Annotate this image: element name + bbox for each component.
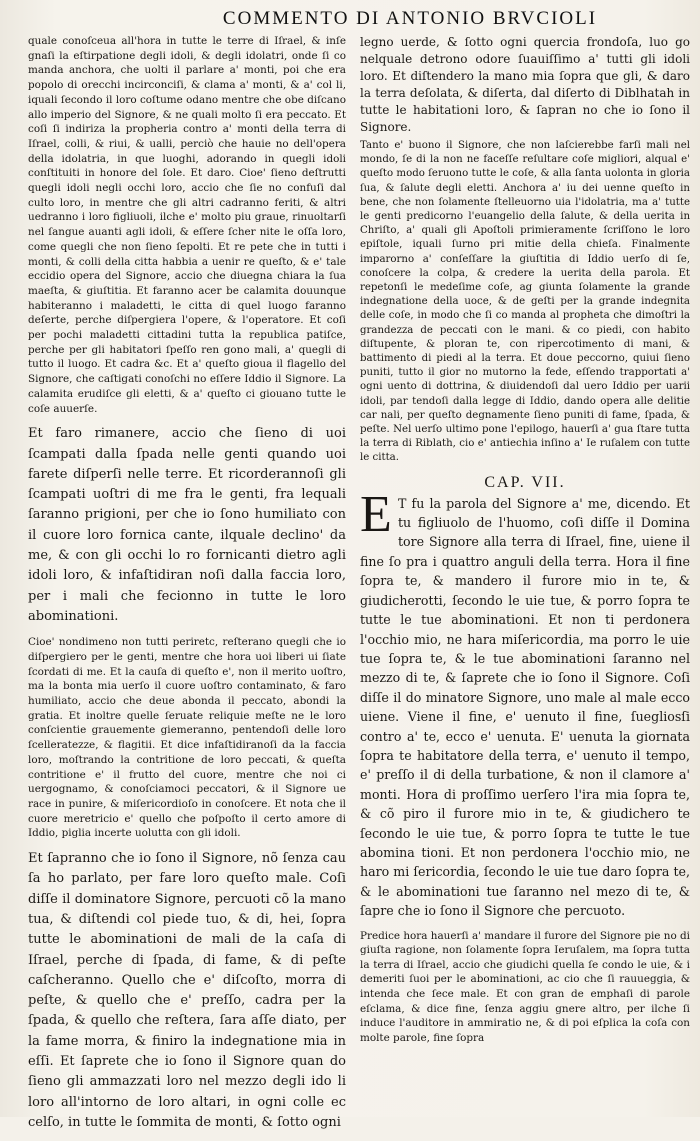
running-head: COMMENTO DI ANTONIO BRVCIOLI	[222, 8, 598, 29]
left-column	[28, 34, 346, 1141]
chapter-heading: CAP. VII.	[484, 473, 566, 491]
commentary-block: Tanto e' buono il Signore, che non laſcierebbe farſi mali nel mondo, ſe di la non ne faceſſe reſultare coſe migliori, alqual e' queſto modo ſeruono tutte le coſe, & alla ſanta uolonta in gloria ſua, & ſalute degli eletti. Anchora a' iu dei uenne queſto in bene, che non ſolamente ſtelleuorno uia l'idolatria, ma a' tutte le genti predicorno l'euangelio della ſalute, & della uerita in Chriſto, a' quali gli Apoſtoli primieramente ſcriſſono le loro epiſtole, iquali ſurno pri mitie della chieſa. Finalmente imparorno a' conſeſſare la giuſtitia di Iddio uerſo di ſe, conoſcere la colpa, & credere la uerita della parola. Et repetonſi le medeſime coſe, ag giunta ſolamente la grande indegnatione della uoce, & de geſti per la grande indegnita delle coſe, in modo che ſi co manda al propheta che dimoſtri la grandezza de peccati con le mani. & co piedi, con habito diſtupente, & ploran te, con ripercotimento di mani, & battimento di piedi al la terra. Et doue peccorno, quiui ſieno puniti, tutto il gior no mutorno la fede, eſſendo trapportati a' ogni uento di dottrina, & diuidendoſi dal uero Iddio per uarii idoli, par tendoſi dalla legge di Iddio, dando opera alle delitie car nali, per queſto degnamente ſieno puniti di fame, ſpada, & peſte. Nel uerſo ultimo pone l'epilogo, hauerſi a' gua ſtare tutta la terra di Riblath, cio e' antiechia inſino a' Ie ruſalem con tutte le citta.	[360, 140, 690, 464]
drop-cap: E	[360, 485, 392, 543]
commentary-block: quale conoſceua all'hora in tutte le terre di Iſrael, & inſe gnaſi la eſtirpatione degli idoli, & degli idolatri, onde ſi co manda anchora, che uolti il parlare a' monti, poi che era popolo di orecchi incirconciſi, & clama a' monti, & a' col li, iquali ſecondo il loro coſtume odano mentre che obe diſcano allo imperio del Signore, & ne quali molto ſi era peccato. Et coſi ſi indiriza la propheria contro a' monti della terra di Iſrael, colli, & riui, & ualli, perciò che hauie no dell'opera della idolatria, in que luoghi, adorando in quegli idoli conſtituiti in honore del ſole. Et daro. Cioe' ſieno deſtrutti quegli idoli negli occhi loro, accio che ſie no confuſi dal culto loro, in mentre che gli altri cadranno feriti, & altri uedranno i loro figliuoli, ilche e' molto piu graue, rinuoltarſi nel ſangue auanti agli idoli, & eſſere ſcher nite le oſſa loro, come quegli che non ſieno ſepolti. Et re pete che in tutti i monti, & colli della citta habbia a uenir re queſto, & e' tale eccidio opera del Signore, accio che diuegna chiara la ſua maeſta, & giuſtitia. Et faranno acer be calamita douunque habiteranno i maladetti, le citta di quel luogo faranno deſerte, perche diſpergiera l'opere, & l'operatore. Et coſi per pochi maladetti cittadini tutta la republica patiſce, perche per gli habitatori ſpeſſo ren gono mali, a' quegli di tutto il luogo. Et cadra &c. Et a' queſto gioua il flagello del Signore, che caſtigati conoſchi no eſſere Iddio il Signore. La calamita erudiſce gli eletti, & a' queſto ci giouano tutte le coſe auuerſe.	[28, 35, 346, 415]
chapter-opening	[360, 485, 690, 921]
scripture-block: T fu la parola del Signore a' me, dicendo. Et tu figliuolo de l'huomo, coſi diſſe il Domina tore Signore alla terra di Iſrael, fine, uiene il fine ſo pra i quattro anguli della terra. Hora il fine ſopra te, & mandero il furore mio in te, & giudicherotti, ſecondo le uie tue, & porro ſopra te tutte le tue abominationi. Et non ti perdonera l'occhio mio, ne hara miſericordia, ma porro le uie tue ſopra te, & le tue abominationi ſaranno nel mezzo di te, & ſaprete che io ſono il Signore. Coſi diſſe il do minatore Signore, uno male al male ecco uiene. Viene il fine, e' uenuto il fine, ſuegliosſi contro a' te, ecco e' uenuta. E' uenuta la giornata ſopra te habitatore della terra, e' uenuto il tempo, e' preſſo il di della turbatione, & non il clamore a' monti. Hora di proſſimo uerſero l'ira mia ſopra te, & cõ piro il furore mio in te, & giudichero te ſecondo le uie tue, & porro ſopra te tutte le tue abomina tioni. Et non perdonera l'occhio mio, ne haro mi ſericordia, ſecondo le uie tue daro ſopra te, & le abominationi tue ſaranno nel mezo di te, & ſapre che io ſono il Signore che percuoto.	[360, 495, 690, 919]
scripture-continuation: legno uerde, & ſotto ogni quercia frondoſa, luo go nelquale detrono odore ſuauiſſimo a' tutti gli idoli loro. Et diſtendero la mano mia ſopra que gli, & daro la terra deſolata, & diſerta, dal diſerto di Diblhatah in tutte le habitationi loro, & ſapran no che io ſono il Signore.	[360, 35, 690, 134]
scripture-block: Et ſapranno che io ſono il Signore, nõ ſenza cau ſa ho parlato, per fare loro queſto male. Coſi diſſe il dominatore Signore, percuoti cõ la mano tua, & diſtendi col piede tuo, & di, hei, ſopra tutte le abominationi de mali de la caſa di Iſrael, perche di ſpada, di fame, & di peſte caſcheranno. Quello che e' diſcoſto, morra di peſte, & quello che e' preſſo, cadra per la ſpada, & quello che reſtera, ſara aſſe diato, per la fame morra, & finiro la indegnatione mia in eſſi. Et ſaprete che io ſono il Signore quan do ſieno gli ammazzati loro nel mezzo degli ido li loro all'intorno de loro altari, in ogni colle ec celſo, in tutte le ſommita de monti, & ſotto ogni	[28, 851, 346, 1130]
right-column	[360, 34, 690, 1053]
commentary-block: Predice hora hauerſi a' mandare il furore del Signore pie no di giuſta ragione, non ſolamente ſopra Ieruſalem, ma ſopra tutta la terra di Iſrael, accio che giudichi quella ſe condo le uie, & i demeriti ſuoi per le abominationi, ac cio che ſi rauueggia, & intenda che ſece male. Et con gran de emphaſi di parole eſclama, & dice fine, ſenza aggiu gnere altro, per ilche ſi induce l'auditore in ammiratio ne, & di poi eſplica la coſa con molte parole, fine ſopra	[360, 929, 690, 1044]
scripture-block: Et faro rimanere, accio che ſieno di uoi ſcampati dalla ſpada nelle genti quando uoi farete diſperſi nelle terre. Et ricorderannoſi gli ſcampati uoſtri di me fra le genti, fra lequali ſaranno prigioni, per che io ſono humiliato con il cuore loro fornica cante, ilquale declino' da me, & con gli occhi lo ro fornicanti dietro agli idoli loro, & infaſtidiran noſi dalla faccia loro, per i mali che fecionno in tutte le loro abominationi.	[28, 426, 346, 624]
commentary-block: Cioe' nondimeno non tutti periretc, reſterano quegli che io diſpergiero per le genti, mentre che hora uoi liberi ui ſiate ſcordati di me. Et la cauſa di queſto e', non il merito uoſtro, ma la bonta mia uerſo il cuore uoſtro contaminato, & faro humiliato, accio che deue abonda il peccato, abondi la gratia. Et inoltre quelle ſeruate reliquie meſte ne le loro conſcientie grauemente giemeranno, pentendoſi delle loro ſcelleratezze, & flagitii. Et dice infaſtidiranoſi da la faccia loro, moſtrando la contritione de loro peccati, & queſta contritione e' il frutto del cuore, mentre che noi ci uergognamo, & conoſciamoci peccatori, & il Signore ue race in punire, & miſericordioſo in conoſcere. Et nota che il cuore meretricio e' quello che poſpoſto il certo amore di Iddio, piglia incerte uolutta con gli idoli.	[28, 636, 346, 840]
